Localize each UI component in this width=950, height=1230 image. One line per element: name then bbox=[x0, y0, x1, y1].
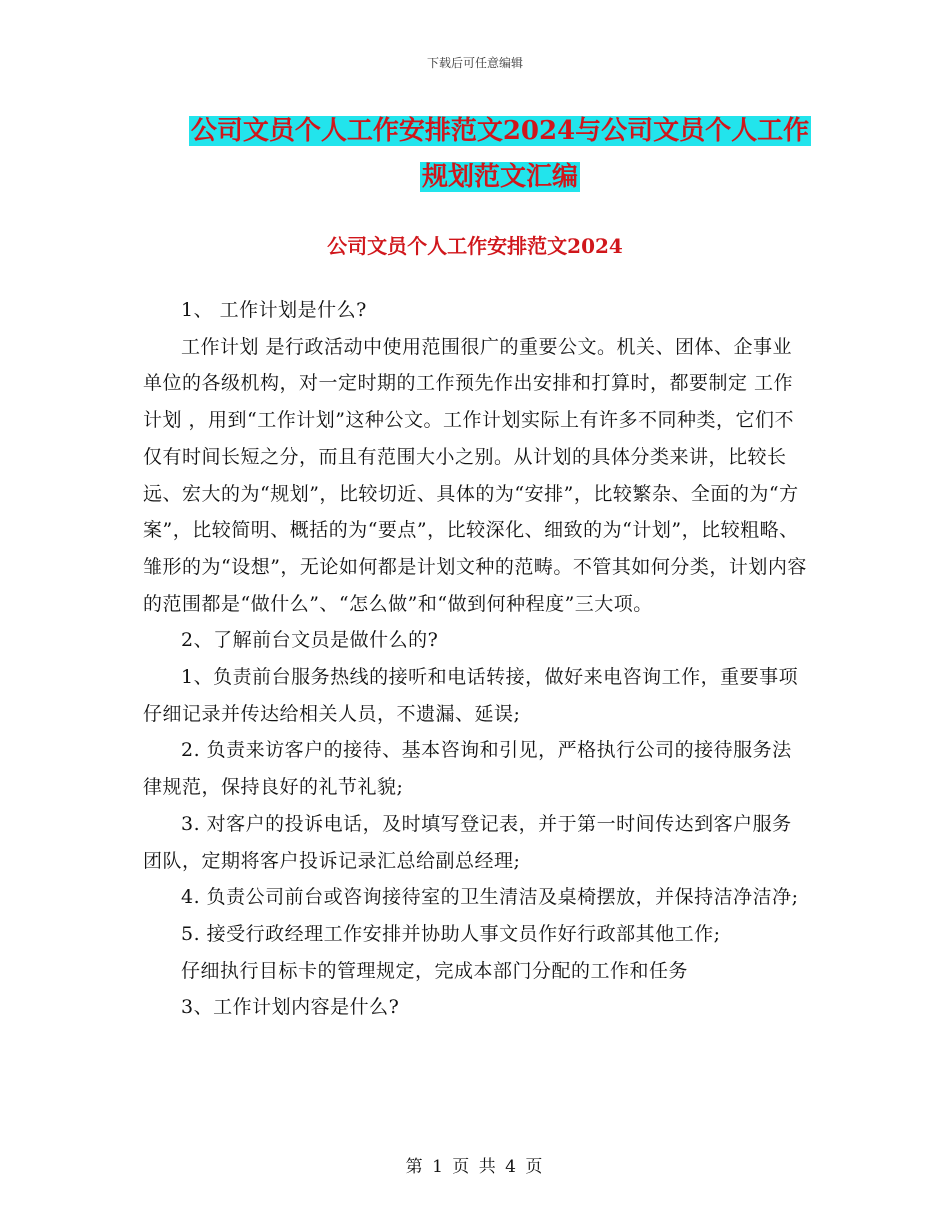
title-line-2: 规划范文汇编 bbox=[421, 162, 578, 192]
paragraph-question-2: 2、了解前台文员是做什么的? bbox=[181, 629, 439, 652]
paragraph-question-1: 1、 工作计划是什么? bbox=[181, 299, 367, 321]
paragraph-duty-6: 仔细执行目标卡的管理规定，完成本部门分配的工作和任务 bbox=[181, 959, 689, 982]
page-header-note: 下载后可任意编辑 bbox=[426, 56, 523, 70]
paragraph-plan-definition: 工作计划 是行政活动中使用范围很广的重要公文。机关、团体、企事业单位的各级机构，对一定时期的工作预先作出安排和打算时，都要制定 工作计划 ，用到“工作计划”这种公文。工作计划实际上有许多不同种类，它们不仅有时间长短之分，而且有范围大小之别。从计划的具体分类来讲，比较长远、宏大的为“规划”，比较切近、具体的为“安排”，比较繁杂、全面的为“方案”，比较简明、概括的为“要点”，比较深化、细致的为“计划”，比较粗略、雏形的为“设想”，无论如何都是计划文种的范畴。不管其如何分类，计划内容的范围都是“做什么”、“怎么做”和“做到何种程度”三大项。 bbox=[143, 335, 807, 615]
paragraph-duty-4: 4. 负责公司前台或咨询接待室的卫生清洁及桌椅摆放，并保持洁净洁净; bbox=[181, 886, 799, 909]
title-line-1: 公司文员个人工作安排范文2024与公司文员个人工作 bbox=[190, 116, 810, 146]
section-title: 公司文员个人工作安排范文2024 bbox=[327, 234, 623, 258]
paragraph-duty-3: 3. 对客户的投诉电话，及时填写登记表，并于第一时间传达到客户服务团队，定期将客户投诉记录汇总给副总经理; bbox=[143, 812, 792, 872]
document-body bbox=[143, 292, 809, 1026]
paragraph-duty-2: 2. 负责来访客户的接待、基本咨询和引见，严格执行公司的接待服务法律规范，保持良好的礼节礼貌; bbox=[143, 739, 792, 799]
document-title bbox=[140, 108, 860, 200]
paragraph-duty-5: 5. 接受行政经理工作安排并协助人事文员作好行政部其他工作; bbox=[181, 922, 721, 945]
paragraph-duty-1: 1、负责前台服务热线的接听和电话转接，做好来电咨询工作，重要事项仔细记录并传达给相关人员，不遗漏、延误; bbox=[143, 666, 799, 725]
paragraph-question-3: 3、工作计划内容是什么? bbox=[181, 996, 400, 1019]
page-footer: 第 1 页 共 4 页 bbox=[405, 1157, 545, 1177]
